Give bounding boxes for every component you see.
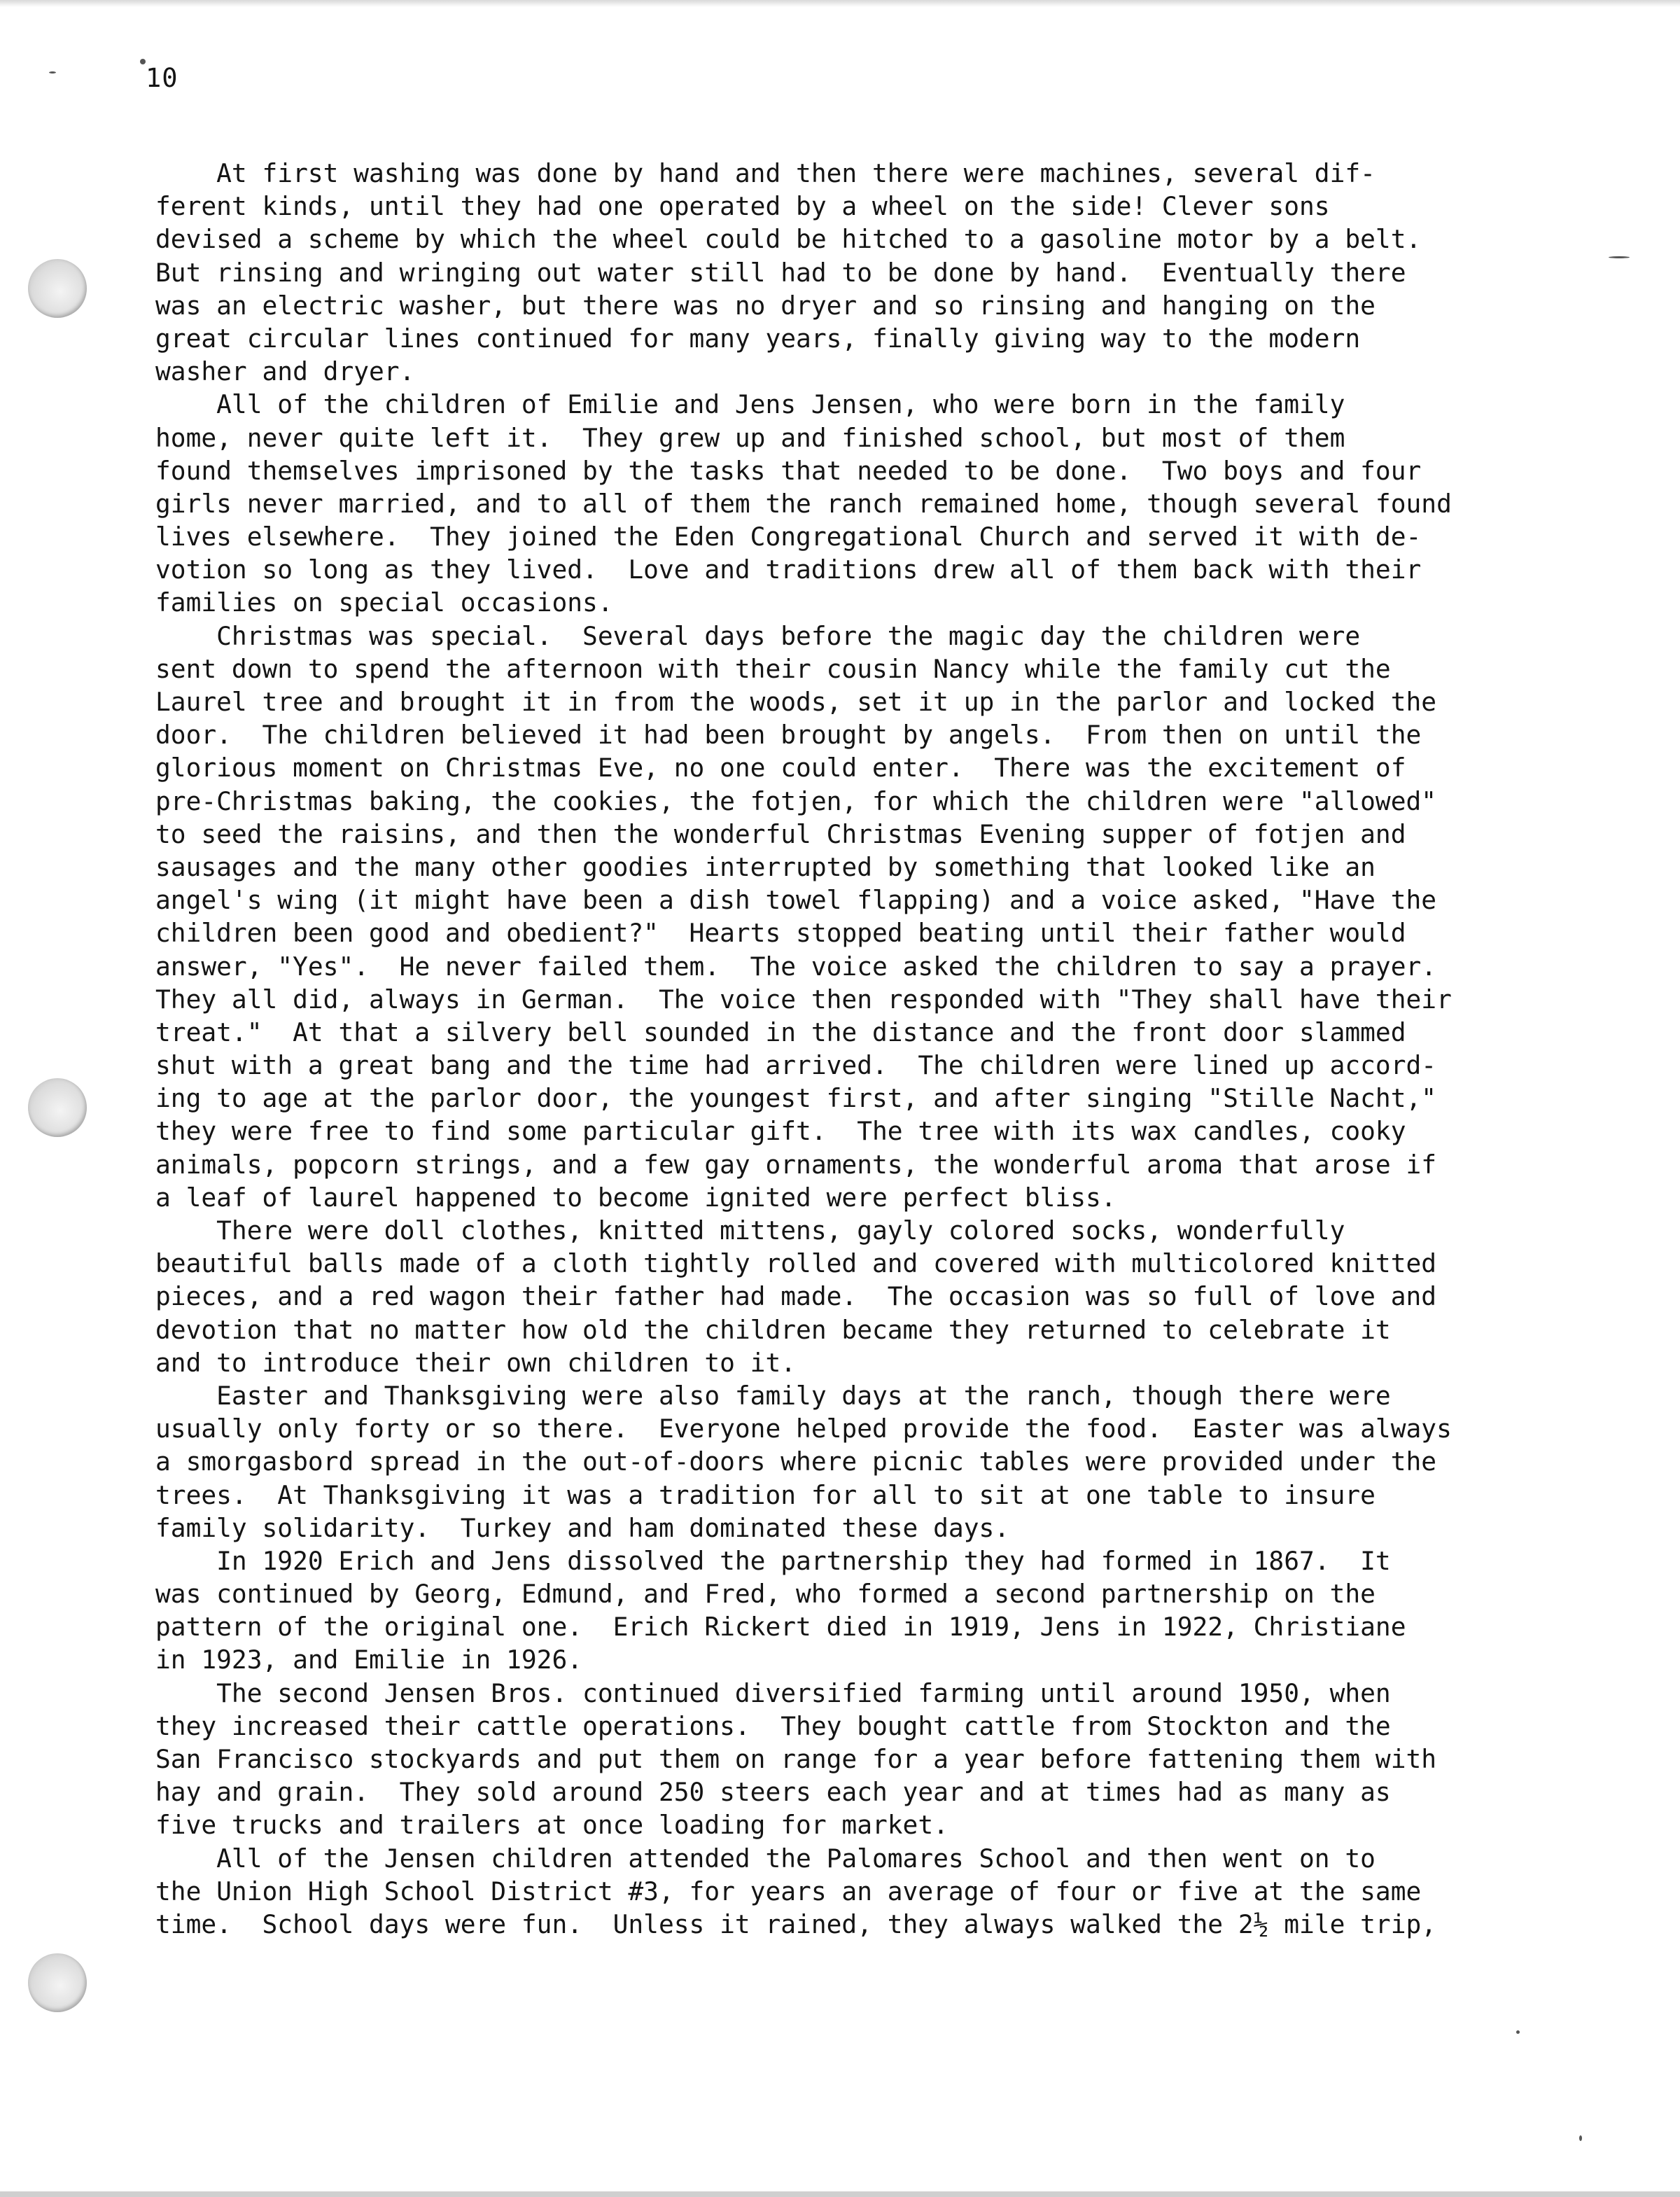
text-line: pieces, and a red wagon their father had made. The occasion was so full of love and <box>155 1281 1437 1312</box>
text-line: At first washing was done by hand and then there were machines, several dif- <box>155 158 1376 188</box>
text-line: animals, popcorn strings, and a few gay ornaments, the wonderful aroma that arose if <box>155 1149 1437 1180</box>
text-line: The second Jensen Bros. continued diversified farming until around 1950, when <box>155 1678 1391 1708</box>
text-line: door. The children believed it had been brought by angels. From then on until the <box>155 720 1422 751</box>
text-line: votion so long as they lived. Love and traditions drew all of them back with their <box>155 555 1422 585</box>
text-line: great circular lines continued for many years, finally giving way to the modern <box>155 323 1361 354</box>
text-line: trees. At Thanksgiving it was a tradition for all to sit at one table to insure <box>155 1479 1376 1510</box>
text-line: sausages and the many other goodies interrupted by something that looked like an <box>155 851 1376 882</box>
text-line: family solidarity. Turkey and ham dominated these days. <box>155 1512 1010 1543</box>
text-line: to seed the raisins, and then the wonderful Christmas Evening supper of fotjen and <box>155 818 1406 849</box>
text-line: Laurel tree and brought it in from the woods, set it up in the parlor and locked the <box>155 687 1437 717</box>
text-line: sent down to spend the afternoon with their cousin Nancy while the family cut the <box>155 653 1391 684</box>
text-line: five trucks and trailers at once loading for market. <box>155 1810 948 1841</box>
text-line: devised a scheme by which the wheel could be hitched to a gasoline motor by a belt. <box>155 224 1422 255</box>
text-line: hay and grain. They sold around 250 steers each year and at times had as many as <box>155 1777 1391 1808</box>
text-line: children been good and obedient?" Hearts stopped beating until their father would <box>155 918 1406 949</box>
text-line: All of the children of Emilie and Jens Jensen, who were born in the family <box>155 389 1345 420</box>
text-line: shut with a great bang and the time had arrived. The children were lined up accord- <box>155 1050 1437 1081</box>
text-line: ferent kinds, until they had one operated by a wheel on the side! Clever sons <box>155 191 1330 222</box>
text-line: lives elsewhere. They joined the Eden Congregational Church and served it with de- <box>155 522 1422 552</box>
text-line: Christmas was special. Several days before the magic day the children were <box>155 620 1361 651</box>
text-line: beautiful balls made of a cloth tightly rolled and covered with multicolored knitted <box>155 1248 1437 1279</box>
text-line: glorious moment on Christmas Eve, no one could enter. There was the excitement of <box>155 753 1406 783</box>
text-line: home, never quite left it. They grew up and finished school, but most of them <box>155 422 1345 453</box>
text-line: was an electric washer, but there was no dryer and so rinsing and hanging on the <box>155 290 1376 321</box>
text-line: girls never married, and to all of them the ranch remained home, though several found <box>155 488 1452 519</box>
text-line: Easter and Thanksgiving were also family days at the ranch, though there were <box>155 1380 1391 1411</box>
text-line: was continued by Georg, Edmund, and Fred, who formed a second partnership on the <box>155 1579 1376 1610</box>
text-line: pre-Christmas baking, the cookies, the fotjen, for which the children were "allowed" <box>155 786 1437 816</box>
punch-hole-middle <box>28 1078 87 1137</box>
scan-speck <box>1579 2135 1582 2141</box>
text-line: they increased their cattle operations. They bought cattle from Stockton and the <box>155 1710 1391 1741</box>
text-line: in 1923, and Emilie in 1926. <box>155 1645 583 1675</box>
scan-speck <box>140 59 146 64</box>
page-number: 10 <box>146 63 178 93</box>
text-line: found themselves imprisoned by the tasks that needed to be done. Two boys and four <box>155 455 1422 486</box>
text-line: a leaf of laurel happened to become ignited were perfect bliss. <box>155 1182 1116 1213</box>
document-body <box>155 157 1583 1941</box>
text-line: pattern of the original one. Erich Rickert died in 1919, Jens in 1922, Christiane <box>155 1612 1406 1642</box>
text-line: All of the Jensen children attended the Palomares School and then went on to <box>155 1843 1376 1874</box>
scan-speck <box>49 71 56 74</box>
text-line: a smorgasbord spread in the out-of-doors where picnic tables were provided under the <box>155 1446 1437 1477</box>
punch-hole-bottom <box>28 1953 87 2012</box>
text-line: There were doll clothes, knitted mittens, gayly colored socks, wonderfully <box>155 1215 1345 1246</box>
scan-bottom-edge <box>0 2191 1680 2197</box>
scan-speck <box>1516 2030 1520 2034</box>
text-line: devotion that no matter how old the children became they returned to celebrate it <box>155 1314 1391 1345</box>
text-line: treat." At that a silvery bell sounded in the distance and the front door slammed <box>155 1017 1406 1047</box>
text-line: ing to age at the parlor door, the youngest first, and after singing "Stille Nacht," <box>155 1083 1437 1114</box>
text-line: they were free to find some particular gift. The tree with its wax candles, cooky <box>155 1116 1406 1147</box>
text-line: answer, "Yes". He never failed them. The voice asked the children to say a prayer. <box>155 951 1437 982</box>
punch-hole-top <box>28 259 87 318</box>
text-line: washer and dryer. <box>155 356 415 387</box>
text-line: time. School days were fun. Unless it rained, they always walked the 2½ mile trip, <box>155 1909 1437 1939</box>
text-line: But rinsing and wringing out water still had to be done by hand. Eventually there <box>155 257 1406 288</box>
scan-top-edge <box>0 0 1680 7</box>
text-line: families on special occasions. <box>155 587 613 618</box>
text-line: San Francisco stockyards and put them on range for a year before fattening them with <box>155 1744 1437 1774</box>
text-line: They all did, always in German. The voice then responded with "They shall have their <box>155 984 1452 1014</box>
text-line: In 1920 Erich and Jens dissolved the partnership they had formed in 1867. It <box>155 1545 1391 1576</box>
text-line: angel's wing (it might have been a dish towel flapping) and a voice asked, "Have the <box>155 885 1437 916</box>
scan-mark <box>1609 256 1630 258</box>
text-line: and to introduce their own children to it. <box>155 1347 797 1378</box>
text-line: the Union High School District #3, for years an average of four or five at the same <box>155 1876 1422 1906</box>
text-line: usually only forty or so there. Everyone helped provide the food. Easter was always <box>155 1414 1452 1444</box>
